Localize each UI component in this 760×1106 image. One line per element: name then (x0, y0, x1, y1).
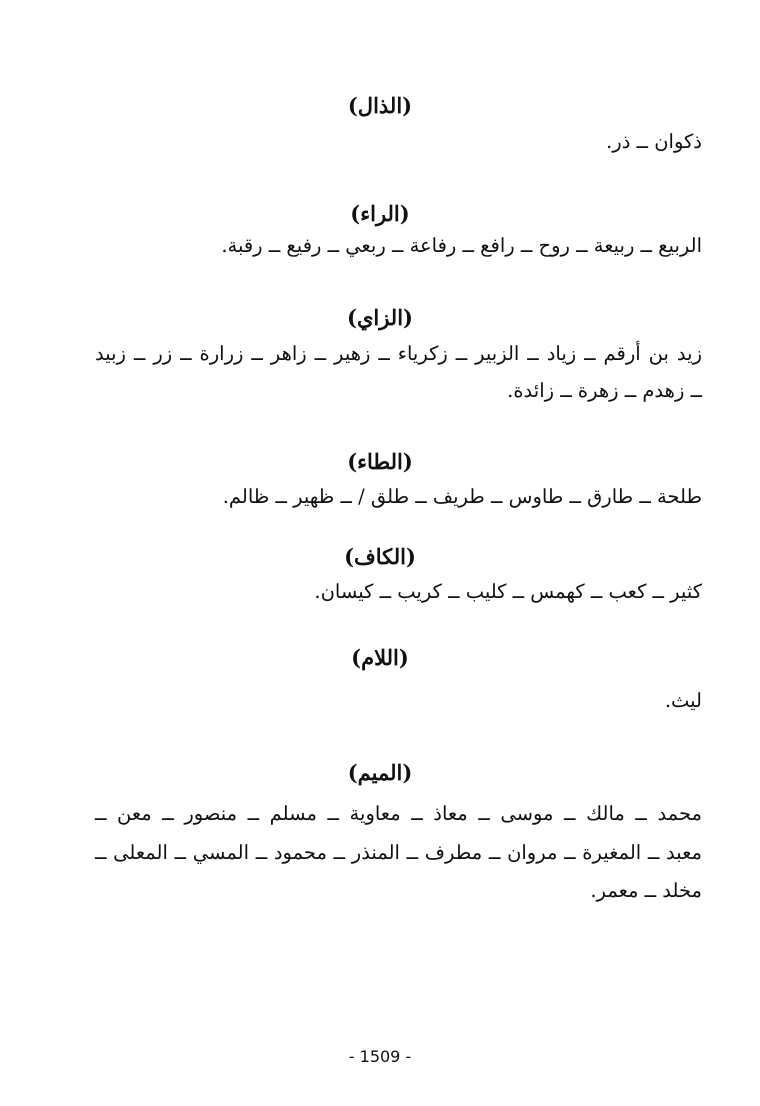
section-heading-dhal: (الذال) (347, 93, 413, 118)
names-line-lam-1: ليث. (664, 689, 702, 712)
section-heading-ra: (الراء) (350, 201, 410, 226)
names-line-zay-2: ــ زهدم ــ زهرة ــ زائدة. (507, 379, 702, 402)
names-line-ta-1: طلحة ــ طارق ــ طاوس ــ طريف ــ طلق / ــ ظهير ــ ظالم. (222, 485, 702, 508)
names-line-dhal-1: ذكوان ــ ذر. (606, 130, 702, 153)
names-line-mim-3: مخلد ــ معمر. (590, 879, 702, 902)
section-heading-kaf: (الكاف) (344, 544, 416, 569)
section-heading-ta: (الطاء) (347, 449, 413, 474)
names-line-zay-1: زيد بن أرقم ــ زياد ــ الزبير ــ زكرياء ــ زهير ــ زاهر ــ زرارة ــ زر ــ زبيد (95, 342, 702, 365)
page-number: - 1509 - (348, 1047, 412, 1066)
names-line-ra-1: الربيع ــ ربيعة ــ روح ــ رافع ــ رفاعة ــ ربعي ــ رفيع ــ رقبة. (221, 234, 702, 257)
names-line-mim-1: محمد ــ مالك ــ موسى ــ معاذ ــ معاوية ــ مسلم ــ منصور ــ معن ــ (95, 802, 702, 825)
section-heading-lam: (اللام) (351, 645, 409, 670)
section-heading-zay: (الزاي) (347, 305, 413, 330)
names-line-mim-2: معبد ــ المغيرة ــ مروان ــ مطرف ــ المنذر ــ محمود ــ المسي ــ المعلى ــ (95, 841, 702, 864)
names-line-kaf-1: كثير ــ كعب ــ كهمس ــ كليب ــ كريب ــ كيسان. (314, 580, 702, 603)
section-heading-mim: (الميم) (347, 760, 413, 785)
